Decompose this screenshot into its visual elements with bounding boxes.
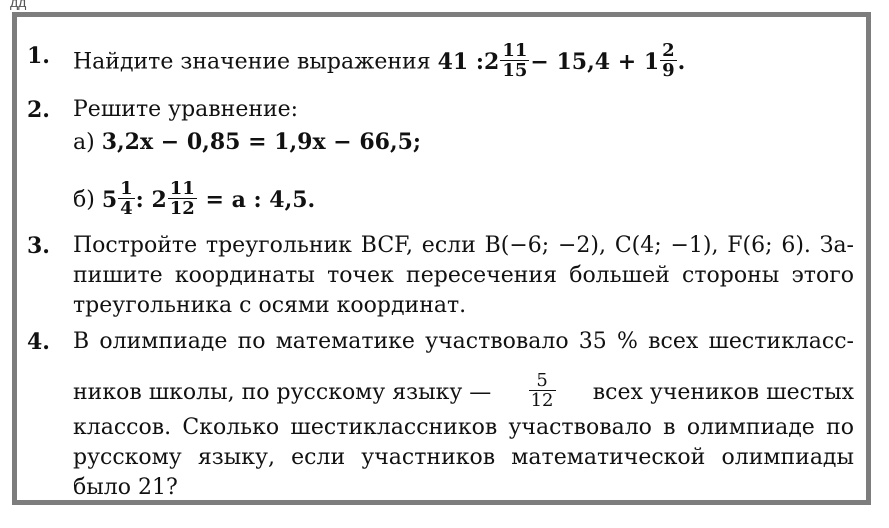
problem-4-line-4: русскому языку, если участников математической олимпиады	[73, 445, 854, 470]
expr-op: :	[475, 48, 485, 75]
problem-4-line-5: было 21?	[73, 475, 178, 500]
fraction-numerator: 11	[502, 40, 528, 61]
expr-whole: 2	[484, 48, 500, 75]
problem-3-line-1: Постройте треугольник BCF, если B(−6; −2), C(4; −1), F(6; 6). За-	[73, 233, 854, 258]
problem-1-text: Найдите значение выражения	[73, 49, 431, 75]
problem-1	[73, 40, 686, 82]
problem-2-text: Решите уравнение:	[73, 97, 299, 122]
worksheet-frame	[12, 12, 871, 505]
fraction-denominator: 12	[169, 198, 195, 219]
fraction-denominator: 9	[662, 60, 675, 81]
problem-4-line-2	[73, 370, 854, 412]
problem-1-number: 1.	[27, 43, 50, 69]
problem-2a-equation: 3,2x − 0,85 = 1,9x − 66,5;	[101, 129, 422, 155]
fraction-numerator: 11	[169, 178, 195, 199]
fraction-2-9	[660, 41, 677, 80]
expr-term: 41	[437, 48, 469, 75]
problem-2b-equation	[101, 178, 316, 219]
fraction-denominator: 12	[530, 390, 554, 411]
problem-3-number: 3.	[27, 233, 50, 259]
fraction-5-12	[529, 371, 556, 410]
expr-middle: − 15,4 + 1	[530, 48, 660, 75]
problem-2b	[73, 178, 316, 220]
problem-2a	[73, 129, 421, 156]
fraction-denominator: 4	[120, 198, 133, 219]
fraction-1-4	[118, 179, 135, 218]
problem-4-line-2-end: всех учеников шестых	[592, 379, 854, 405]
problem-4-line-2-start: ников школы, по русскому языку —	[73, 379, 492, 405]
expr-whole: 5	[101, 186, 118, 213]
worksheet-content	[17, 17, 866, 500]
problem-4-line-3: классов. Сколько шестиклассников участвовало в олимпиаде по	[73, 415, 854, 440]
fraction-numerator: 1	[120, 178, 133, 199]
problem-3-line-2: пишите координаты точек пересечения большей стороны этого	[73, 263, 854, 288]
problem-4-line-1: В олимпиаде по математике участвовало 35 % всех шестикласс-	[73, 329, 854, 354]
expr-end: = a : 4,5.	[205, 186, 316, 213]
fraction-11-12	[168, 179, 197, 218]
fraction-11-15	[500, 41, 529, 80]
problem-3-line-3: треугольника с осями координат.	[73, 293, 467, 318]
fraction-numerator: 2	[662, 40, 675, 61]
fraction-denominator: 15	[502, 60, 528, 81]
problem-2b-label: б)	[73, 187, 95, 213]
top-text-fragment: дд	[10, 0, 27, 10]
expr-end: .	[677, 48, 686, 75]
problem-2-number: 2.	[27, 97, 50, 123]
fraction-numerator: 5	[529, 371, 556, 391]
problem-4-number: 4.	[27, 329, 50, 355]
expr-middle: : 2	[135, 186, 167, 213]
problem-1-expression	[437, 40, 686, 81]
problem-2a-label: а)	[73, 130, 95, 155]
